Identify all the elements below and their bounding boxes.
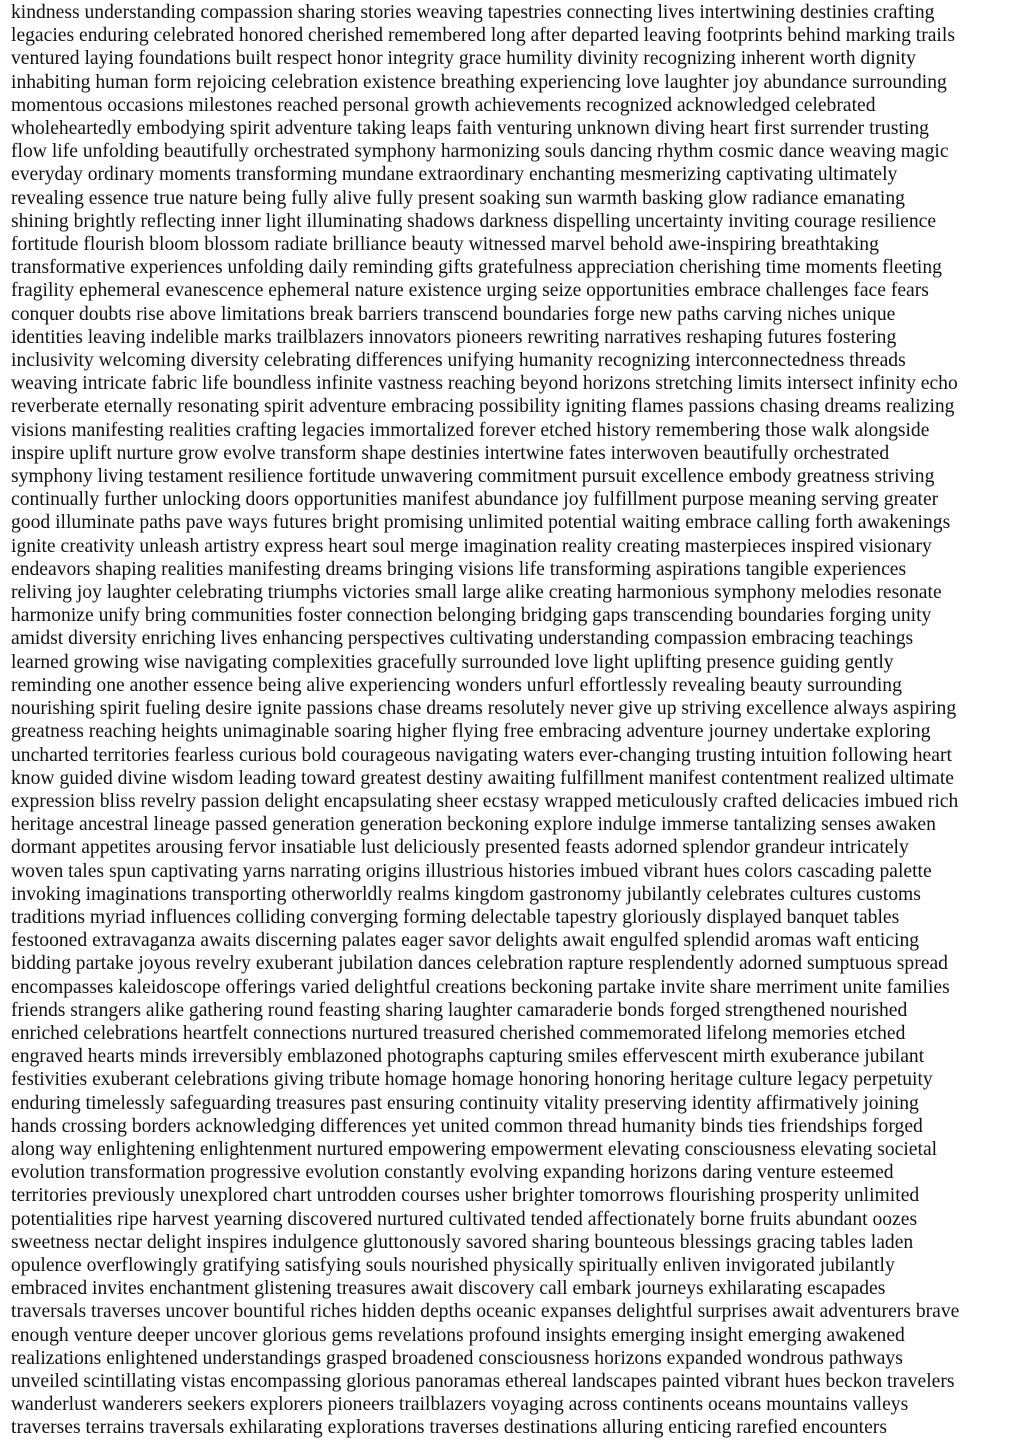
text-line: invoking imaginations transporting otherworldly realms kingdom gastronomy jubilantly celebrates cultures customs (11, 883, 921, 905)
text-line: continually further unlocking doors opportunities manifest abundance joy fulfillment purpose meaning serving greater (11, 489, 939, 511)
text-line: expression bliss revelry passion delight encapsulating sheer ecstasy wrapped meticulously crafted delicacies imbued rich (11, 790, 959, 812)
text-line: fragility ephemeral evanescence ephemeral nature existence urging seize opportunities embrace challenges face fears (11, 280, 929, 302)
text-line: traditions myriad influences colliding converging forming delectable tapestry gloriously displayed banquet tables (11, 906, 900, 928)
text-line: sweetness nectar delight inspires indulgence gluttonously savored sharing bounteous blessings gracing tables laden (11, 1231, 914, 1253)
text-line: reverberate eternally resonating spirit adventure embracing possibility igniting flames passions chasing dreams realizing (11, 396, 955, 418)
text-line: traversals traverses uncover bountiful riches hidden depths oceanic expanses delightful surprises await adventurers brave (11, 1301, 960, 1323)
text-line: opulence overflowingly gratifying satisfying souls nourished physically spiritually enliven invigorated jubilantly (11, 1254, 895, 1276)
text-line: territories previously unexplored chart untrodden courses usher brighter tomorrows flourishing prosperity unlimited (11, 1185, 920, 1207)
text-line: flow life unfolding beautifully orchestrated symphony harmonizing souls dancing rhythm cosmic dance weaving magic (11, 141, 949, 163)
text-line: potentialities ripe harvest yearning discovered nurtured cultivated tended affectionately borne fruits abundant oozes (11, 1208, 918, 1230)
text-line: heritage ancestral lineage passed generation generation beckoning explore indulge immerse tantalizing senses awaken (11, 814, 936, 836)
text-line: greatness reaching heights unimaginable soaring higher flying free embracing adventure journey undertake exploring (11, 721, 931, 743)
text-line: shining brightly reflecting inner light illuminating shadows darkness dispelling uncertainty inviting courage resilience (11, 210, 937, 232)
text-line: fortitude flourish bloom blossom radiate brilliance beauty witnessed marvel behold awe-inspiring breathtaking (11, 234, 879, 256)
text-line: friends strangers alike gathering round feasting sharing laughter camaraderie bonds forged strengthened nourished (11, 999, 908, 1021)
text-line: everyday ordinary moments transforming mundane extraordinary enchanting mesmerizing captivating ultimately (11, 164, 898, 186)
text-line: enduring timelessly safeguarding treasures past ensuring continuity vitality preserving identity affirmatively joining (11, 1092, 919, 1114)
text-line: festivities exuberant celebrations giving tribute homage homage honoring honoring heritage culture legacy perpetuity (11, 1069, 933, 1091)
text-line: inclusivity welcoming diversity celebrating differences unifying humanity recognizing interconnectedness threads (11, 350, 906, 372)
text-line: transformative experiences unfolding daily reminding gifts gratefulness appreciation cherishing time moments fleeting (11, 257, 942, 279)
text-line: legacies enduring celebrated honored cherished remembered long after departed leaving footprints behind marking trails (11, 25, 955, 47)
text-line: traverses terrains traversals exhilarating explorations traverses destinations alluring enticing rarefied encounters (11, 1417, 887, 1439)
text-line: ignite creativity unleash artistry express heart soul merge imagination reality creating masterpieces inspired visionary (11, 535, 932, 557)
text-line: woven tales spun captivating yarns narrating origins illustrious histories imbued vibrant hues colors cascading palette (11, 860, 932, 882)
text-line: nourishing spirit fueling desire ignite passions chase dreams resolutely never give up striving excellence always aspiring (11, 698, 957, 720)
text-line: festooned extravaganza awaits discerning palates eager savor delights await engulfed splendid aromas waft enticing (11, 930, 920, 952)
text-line: unveiled scintillating vistas encompassing glorious panoramas ethereal landscapes painted vibrant hues beckon travelers (11, 1370, 955, 1392)
text-line: wholeheartedly embodying spirit adventure taking leaps faith venturing unknown diving heart first surrender trusting (11, 118, 929, 140)
text-line: momentous occasions milestones reached personal growth achievements recognized acknowledged celebrated (11, 94, 876, 116)
text-line: revealing essence true nature being fully alive fully present soaking sun warmth basking glow radiance emanating (11, 187, 905, 209)
text-line: along way enlightening enlightenment nurtured empowering empowerment elevating consciousness elevating societal (11, 1138, 938, 1160)
text-line: inhabiting human form rejoicing celebration existence breathing experiencing love laughter joy abundance surrounding (11, 71, 947, 93)
text-line: uncharted territories fearless curious bold courageous navigating waters ever-changing trusting intuition following heart (11, 744, 952, 766)
text-line: know guided divine wisdom leading toward greatest destiny awaiting fulfillment manifest contentment realized ultimate (11, 767, 954, 789)
text-line: wanderlust wanderers seekers explorers pioneers trailblazers voyaging across continents oceans mountains valleys (11, 1394, 909, 1416)
text-line: embraced invites enchantment glistening treasures await discovery call embark journeys exhilarating escapades (11, 1278, 886, 1300)
text-line: enough venture deeper uncover glorious gems revelations profound insights emerging insight emerging awakened (11, 1324, 905, 1346)
text-line: reliving joy laughter celebrating triumphs victories small large alike creating harmonious symphony melodies resonate (11, 582, 942, 604)
text-line: enriched celebrations heartfelt connections nurtured treasured cherished commemorated lifelong memories etched (11, 1022, 906, 1044)
text-line: conquer doubts rise above limitations break barriers transcend boundaries forge new paths carving niches unique (11, 303, 896, 325)
text-line: reminding one another essence being alive experiencing wonders unfurl effortlessly revealing beauty surrounding (11, 674, 902, 696)
text-line: engraved hearts minds irreversibly emblazoned photographs capturing smiles effervescent mirth exuberance jubilant (11, 1046, 925, 1068)
text-line: ventured laying foundations built respect honor integrity grace humility divinity recognizing inherent worth dignity (11, 48, 916, 70)
text-line: harmonize unify bring communities foster connection belonging bridging gaps transcending boundaries forging unity (11, 605, 932, 627)
text-line: symphony living testament resilience fortitude unwavering commitment pursuit excellence embody greatness striving (11, 466, 935, 488)
text-line: hands crossing borders acknowledging differences yet united common thread humanity binds ties friendships forged (11, 1115, 923, 1137)
text-line: evolution transformation progressive evolution constantly evolving expanding horizons daring venture esteemed (11, 1162, 894, 1184)
text-line: amidst diversity enriching lives enhancing perspectives cultivating understanding compassion embracing teachings (11, 628, 914, 650)
text-line: weaving intricate fabric life boundless infinite vastness reaching beyond horizons stretching limits intersect infinity echo (11, 373, 958, 395)
text-line: learned growing wise navigating complexities gracefully surrounded love light uplifting presence guiding gently (11, 651, 894, 673)
text-line: bidding partake joyous revelry exuberant jubilation dances celebration rapture resplendently adorned sumptuous spread (11, 953, 948, 975)
text-line: endeavors shaping realities manifesting dreams bringing visions life transforming aspirations tangible experiences (11, 558, 907, 580)
text-line: encompasses kaleidoscope offerings varied delightful creations beckoning partake invite share merriment unite families (11, 976, 950, 998)
text-line: identities leaving indelible marks trailblazers innovators pioneers rewriting narratives reshaping futures fostering (11, 326, 897, 348)
text-line: visions manifesting realities crafting legacies immortalized forever etched history remembering those walk alongside (11, 419, 930, 441)
text-line: realizations enlightened understandings grasped broadened consciousness horizons expanded wondrous pathways (11, 1347, 903, 1369)
text-line: dormant appetites arousing fervor insatiable lust deliciously presented feasts adorned splendor grandeur intricately (11, 837, 909, 859)
text-line: kindness understanding compassion sharing stories weaving tapestries connecting lives intertwining destinies crafting (11, 2, 935, 23)
text-line: good illuminate paths pave ways futures bright promising unlimited potential waiting embrace calling forth awakenings (11, 512, 951, 534)
text-line: inspire uplift nurture grow evolve transform shape destinies intertwine fates interwoven beautifully orchestrated (11, 442, 890, 464)
